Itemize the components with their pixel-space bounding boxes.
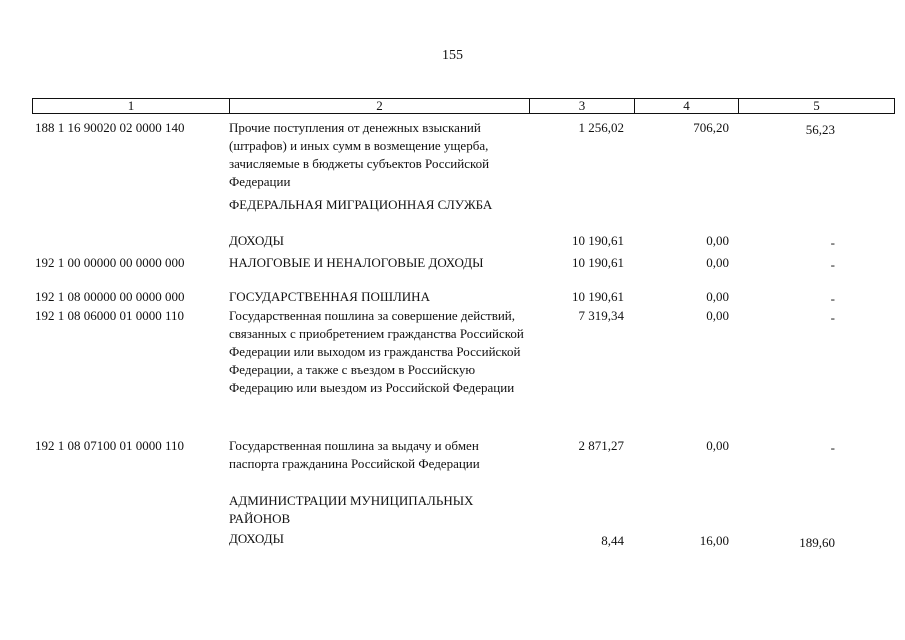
row-value-col3: 8,44: [601, 533, 624, 548]
row-code: 188 1 16 90020 02 0000 140: [35, 120, 185, 135]
row-value-col3: 10 190,61: [572, 255, 624, 270]
section-heading: АДМИНИСТРАЦИИ МУНИЦИПАЛЬНЫХ РАЙОНОВ: [229, 493, 474, 526]
row-value-col5: 189,60: [799, 535, 835, 550]
row-value-col5: -: [830, 440, 835, 455]
row-code: 192 1 08 06000 01 0000 110: [35, 308, 185, 323]
row-description: Прочие поступления от денежных взысканий (штрафов) и иных сумм в возмещение ущерба, зачисляемые в бюджеты субъектов Российской Федерации: [229, 120, 490, 189]
row-value-col4: 0,00: [706, 438, 729, 453]
header-col-1: 1: [33, 99, 230, 113]
row-value-col3: 10 190,61: [572, 289, 624, 304]
row-value-col4: 0,00: [706, 308, 729, 323]
row-description: НАЛОГОВЫЕ И НЕНАЛОГОВЫЕ ДОХОДЫ: [229, 255, 484, 270]
header-col-2: 2: [230, 99, 530, 113]
row-description: ДОХОДЫ: [229, 531, 284, 546]
row-code: 192 1 08 00000 00 0000 000: [35, 289, 185, 304]
row-value-col5: -: [830, 310, 835, 325]
header-col-5: 5: [813, 98, 820, 113]
row-code: 192 1 00 00000 00 0000 000: [35, 255, 185, 270]
row-value-col4: 16,00: [699, 533, 729, 548]
row-value-col4: 706,20: [693, 120, 729, 135]
row-value-col4: 0,00: [706, 255, 729, 270]
row-value-col5: 56,23: [805, 122, 835, 137]
row-code: 192 1 08 07100 01 0000 110: [35, 438, 185, 453]
row-value-col5: -: [830, 291, 835, 306]
row-value-col4: 0,00: [706, 289, 729, 304]
row-value-col5: -: [830, 257, 835, 272]
row-description: Государственная пошлина за совершение действий, связанных с приобретением гражданства Российской Федерации или выходом из гражданства Российской Федерации, а также с въездом в Российскую Федерацию или выездом из Российской Федерации: [229, 308, 524, 395]
header-col-4: 4: [635, 99, 739, 113]
section-heading: ФЕДЕРАЛЬНАЯ МИГРАЦИОННАЯ СЛУЖБА: [229, 197, 493, 212]
row-value-col5: -: [830, 235, 835, 250]
row-value-col4: 0,00: [706, 233, 729, 248]
row-description: ДОХОДЫ: [229, 233, 284, 248]
page-number: 155: [442, 48, 463, 63]
row-value-col3: 2 871,27: [578, 438, 624, 453]
row-value-col3: 7 319,34: [578, 308, 624, 323]
header-col-3: 3: [530, 99, 635, 113]
table-header: [32, 98, 895, 114]
row-value-col3: 1 256,02: [578, 120, 624, 135]
row-value-col3: 10 190,61: [572, 233, 624, 248]
row-description: ГОСУДАРСТВЕННАЯ ПОШЛИНА: [229, 289, 430, 304]
row-description: Государственная пошлина за выдачу и обмен паспорта гражданина Российской Федерации: [229, 438, 480, 471]
